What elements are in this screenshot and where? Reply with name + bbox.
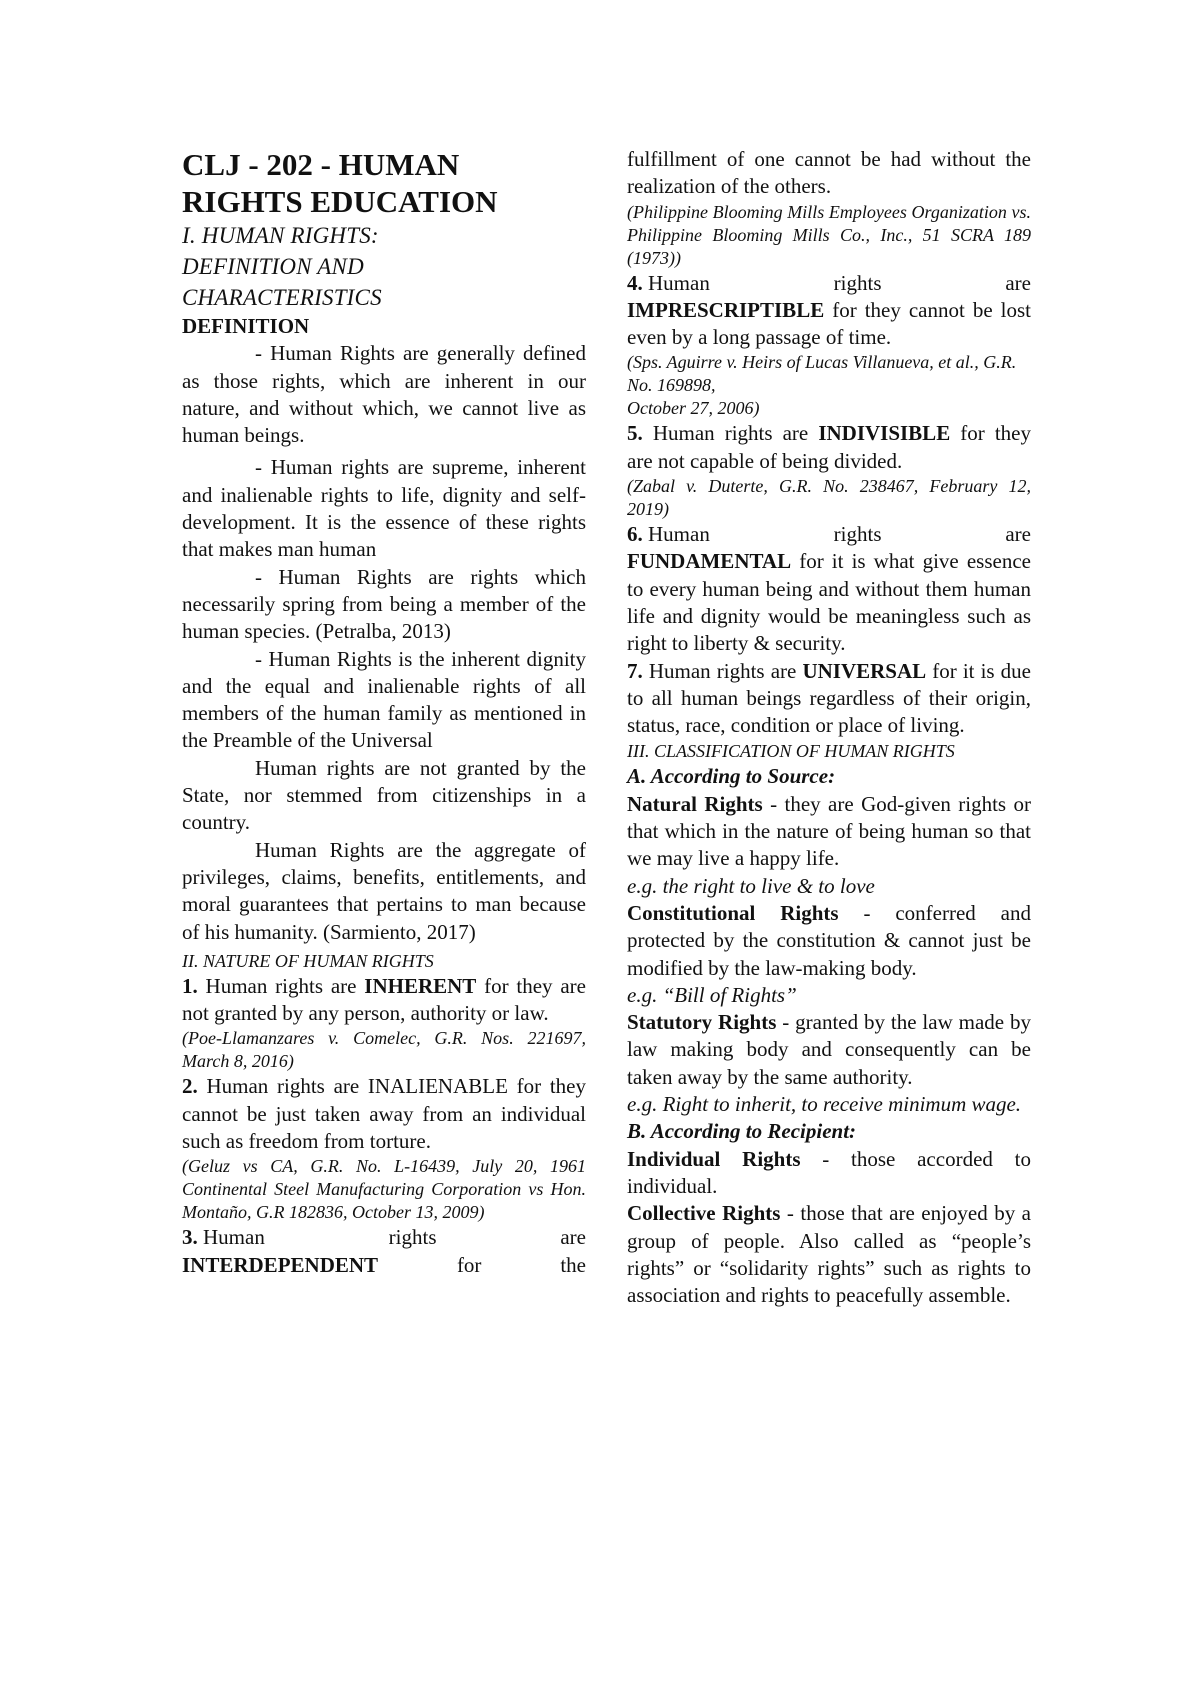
nature-item-7-number: 7. <box>627 658 643 683</box>
nature-item-3-number: 3. <box>182 1225 198 1250</box>
nature-item-4-word-2: rights <box>833 270 882 295</box>
natural-rights-text: - they are God-given rights or that which in the nature of being human so that we may live a happy life. <box>627 791 1031 871</box>
definition-paragraph-1: - Human Rights are generally defined as those rights, which are inherent in our nature, and without which, we cannot live as human beings. <box>182 341 586 448</box>
natural-rights-term: Natural Rights <box>627 791 763 816</box>
nature-item-4-post: for they cannot be lost even by a long passage of time. <box>627 297 1031 350</box>
statutory-rights-example: e.g. Right to inherit, to receive minimum wage. <box>627 1092 1022 1117</box>
nature-item-4-number: 4. <box>627 270 643 295</box>
nature-item-3-word-4: for <box>456 1252 482 1277</box>
nature-item-5-term: INDIVISIBLE <box>818 421 951 446</box>
nature-item-6-word-1: Human <box>648 522 710 547</box>
definition-paragraph-6: Human Rights are the aggregate of privileges, claims, benefits, entitlements, and moral guarantees that pertains to man because of his humanity. (Sarmiento, 2017) <box>182 837 586 944</box>
constitutional-rights-text: - conferred and protected by the constitution & cannot just be modified by the law-making body. <box>627 900 1031 980</box>
natural-rights-example: e.g. the right to live & to love <box>627 873 875 898</box>
left-column <box>182 146 586 1279</box>
constitutional-rights-paragraph <box>627 900 1031 982</box>
section-3-heading: III. CLASSIFICATION OF HUMAN RIGHTS <box>627 741 955 762</box>
nature-item-3-word-3: are <box>560 1225 586 1250</box>
nature-item-1-term: INHERENT <box>364 973 477 998</box>
definition-paragraph-5: Human rights are not granted by the State, nor stemmed from citizenships in a country. <box>182 755 586 835</box>
definition-paragraph-3: - Human Rights are rights which necessarily spring from being a member of the human species. (Petralba, 2013) <box>182 564 586 644</box>
definition-heading: DEFINITION <box>182 314 310 338</box>
collective-rights-term: Collective Rights <box>627 1201 781 1226</box>
document-title <box>182 146 586 220</box>
nature-item-3-line-2 <box>182 1252 586 1279</box>
constitutional-rights-term: Constitutional Rights <box>627 900 839 925</box>
collective-rights-paragraph <box>627 1200 1031 1309</box>
classification-b-heading: B. According to Recipient: <box>627 1119 857 1144</box>
individual-rights-term: Individual Rights <box>627 1146 801 1171</box>
nature-item-1-citation: (Poe-Llamanzares v. Comelec, G.R. Nos. 221697, March 8, 2016) <box>182 1028 586 1072</box>
nature-item-2-citation: (Geluz vs CA, G.R. No. L-16439, July 20, 1961 Continental Steel Manufacturing Corporation vs Hon. Montaño, G.R 182836, October 13, 2009) <box>182 1156 586 1223</box>
constitutional-rights-example: e.g. “Bill of Rights” <box>627 982 797 1007</box>
individual-rights-text: - those accorded to individual. <box>627 1146 1031 1198</box>
definition-paragraph-2: - Human rights are supreme, inherent and inalienable rights to life, dignity and self- development. It is the essence of these rights that makes man human <box>182 455 586 562</box>
nature-item-3-line-1 <box>182 1224 586 1251</box>
nature-item-5-citation: (Zabal v. Duterte, G.R. No. 238467, February 12, 2019) <box>627 476 1031 520</box>
individual-rights-paragraph <box>627 1146 1031 1201</box>
statutory-rights-paragraph <box>627 1009 1031 1091</box>
collective-rights-text: - those that are enjoyed by a group of people. Also called as “people’s rights” or “solidarity rights” such as rights to association and rights to peacefully assemble. <box>627 1201 1031 1308</box>
section-1-heading <box>182 220 586 313</box>
nature-item-6-line-1 <box>627 521 1031 548</box>
nature-item-6-word-3: are <box>1005 522 1031 547</box>
nature-item-7-term: UNIVERSAL <box>802 658 927 683</box>
nature-item-5-post: for they are not capable of being divided. <box>627 421 1031 473</box>
nature-item-4-citation-line-1: (Sps. Aguirre v. Heirs of Lucas Villanueva, et al., G.R. No. 169898, <box>627 352 1017 396</box>
natural-rights-paragraph <box>627 791 1031 873</box>
definition-paragraph-4: - Human Rights is the inherent dignity and the equal and inalienable rights of all members of the human family as mentioned in the Preamble of the Universal <box>182 646 586 753</box>
classification-a-heading: A. According to Source: <box>627 764 836 789</box>
statutory-rights-text: - granted by the law made by law making body and consequently can be taken away by the same authority. <box>627 1010 1031 1089</box>
right-column <box>627 146 1031 1309</box>
nature-item-5-pre: Human rights are <box>642 421 819 446</box>
nature-item-4-body <box>627 297 1031 352</box>
nature-item-6-body <box>627 548 1031 657</box>
nature-item-3-word-2: rights <box>388 1225 437 1250</box>
nature-item-6-post: for it is what give essence to every human being and without them human life and dignity would be meaningless such as right to liberty & security. <box>627 549 1031 656</box>
nature-item-4-line-1 <box>627 270 1031 297</box>
nature-item-5-number: 5. <box>627 421 643 446</box>
nature-item-1-post: for they are not granted by any person, authority or law. <box>182 973 586 1026</box>
nature-item-6-term: FUNDAMENTAL <box>627 549 792 574</box>
nature-item-3-word-5: the <box>560 1252 586 1277</box>
nature-item-7-post: for it is due to all human beings regardless of their origin, status, race, condition or place of living. <box>627 658 1032 738</box>
section-2-heading: II. NATURE OF HUMAN RIGHTS <box>182 950 434 971</box>
nature-item-4-citation-line-2: October 27, 2006) <box>627 398 760 419</box>
title-line-1: CLJ - 202 - HUMAN <box>182 147 460 182</box>
nature-item-2-text: Human rights are INALIENABLE for they cannot be just taken away from an individual such as freedom from torture. <box>182 1074 586 1154</box>
nature-item-5 <box>627 420 1031 475</box>
nature-item-6-number: 6. <box>627 522 643 547</box>
nature-item-3-term: INTERDEPENDENT <box>182 1252 379 1277</box>
nature-item-4-citation <box>627 351 1031 420</box>
section-1-heading-line-2: DEFINITION AND <box>182 254 364 279</box>
nature-item-3-word-1: Human <box>203 1225 265 1250</box>
nature-item-2 <box>182 1073 586 1155</box>
nature-item-2-number: 2. <box>182 1074 198 1099</box>
nature-item-6-word-2: rights <box>833 522 882 547</box>
section-1-heading-line-1: I. HUMAN RIGHTS: <box>182 223 379 248</box>
statutory-rights-term: Statutory Rights <box>627 1010 777 1035</box>
nature-item-7-pre: Human rights are <box>642 658 803 683</box>
nature-item-4-term: IMPRESCRIPTIBLE <box>627 297 825 322</box>
nature-item-7 <box>627 658 1031 740</box>
nature-item-4-word-3: are <box>1005 270 1031 295</box>
nature-item-4-word-1: Human <box>648 270 710 295</box>
title-line-2: RIGHTS EDUCATION <box>182 184 498 219</box>
nature-item-3-citation: (Philippine Blooming Mills Employees Organization vs. Philippine Blooming Mills Co., Inc., 51 SCRA 189 (1973)) <box>627 201 1031 268</box>
nature-item-1-number: 1. <box>182 973 198 998</box>
nature-item-1 <box>182 973 586 1028</box>
section-1-heading-line-3: CHARACTERISTICS <box>182 285 382 310</box>
nature-item-3-continued: fulfillment of one cannot be had without the realization of the others. <box>627 147 1031 199</box>
nature-item-1-pre: Human rights are <box>197 973 365 998</box>
